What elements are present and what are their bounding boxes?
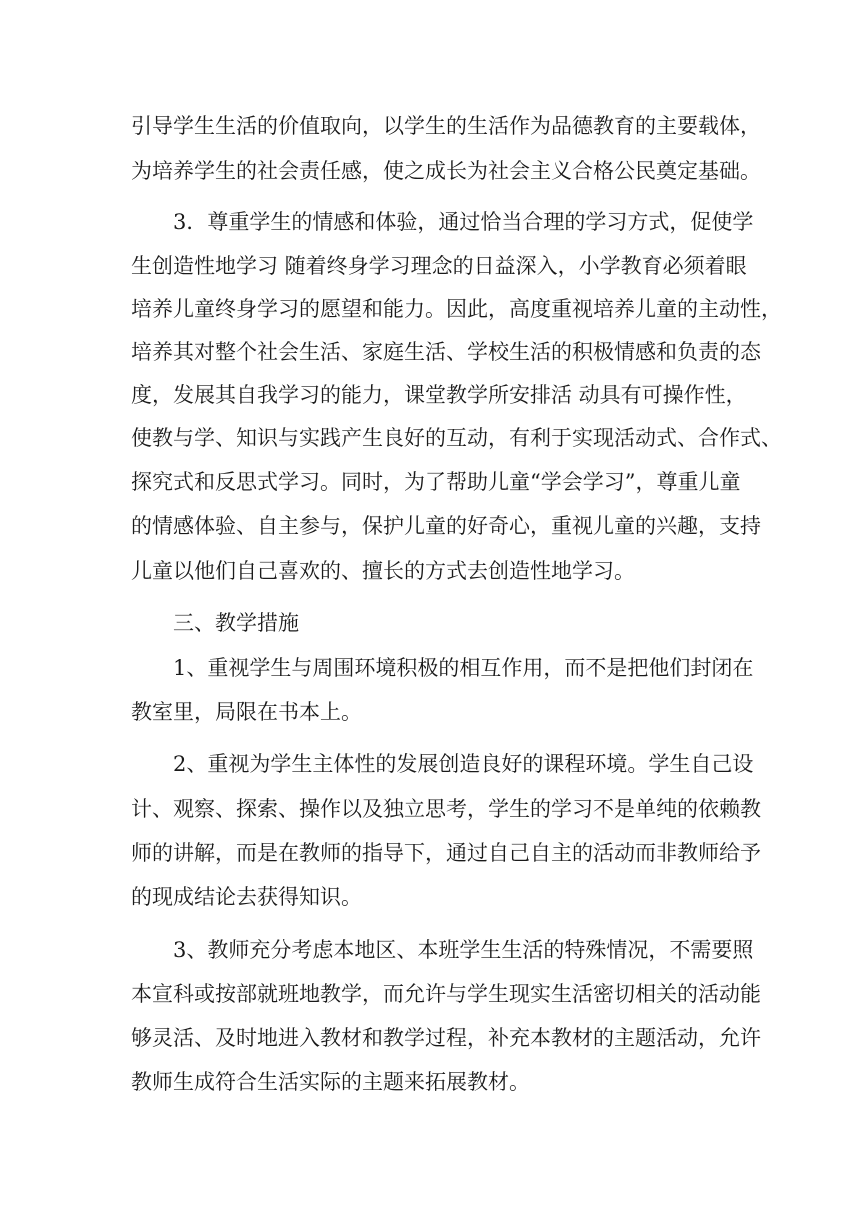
text-line: 探究式和反思式学习。同时，为了帮助儿童“学会学习”，尊重儿童 [131, 470, 741, 494]
text-line: 3．尊重学生的情感和体验，通过恰当合理的学习方式，促使学 [173, 210, 754, 234]
text-line: 培养儿童终身学习的愿望和能力。因此，高度重视培养儿童的主动性， [131, 297, 782, 321]
text-line: 的现成结论去获得知识。 [131, 885, 362, 909]
text-line: 生创造性地学习 随着终身学习理念的日益深入，小学教育必须着眼 [131, 254, 747, 278]
text-line: 本宣科或按部就班地教学，而允许与学生现实生活密切相关的活动能 [131, 982, 761, 1006]
text-line: 培养其对整个社会生活、家庭生活、学校生活的积极情感和负责的态 [131, 340, 761, 364]
text-line: 教室里，局限在书本上。 [131, 700, 362, 724]
text-line: 2、重视为学生主体性的发展创造良好的课程环境。学生自己设 [173, 752, 754, 776]
text-line: 够灵活、及时地进入教材和教学过程，补充本教材的主题活动，允许 [131, 1026, 761, 1050]
text-line: 儿童以他们自己喜欢的、擅长的方式去创造性地学习。 [131, 559, 635, 583]
text-line: 为培养学生的社会责任感，使之成长为社会主义合格公民奠定基础。 [131, 159, 761, 183]
text-line: 1、重视学生与周围环境积极的相互作用，而不是把他们封闭在 [173, 656, 754, 680]
text-line: 的情感体验、自主参与，保护儿童的好奇心，重视儿童的兴趣，支持 [131, 514, 761, 538]
text-line: 师的讲解，而是在教师的指导下，通过自己自主的活动而非教师给予 [131, 841, 761, 865]
text-line: 计、观察、探索、操作以及独立思考，学生的学习不是单纯的依赖教 [131, 797, 761, 821]
section-heading: 三、教学措施 [173, 611, 299, 635]
text-line: 教师生成符合生活实际的主题来拓展教材。 [131, 1070, 530, 1094]
text-line: 引导学生生活的价值取向，以学生的生活作为品德教育的主要载体， [131, 114, 761, 138]
text-line: 3、教师充分考虑本地区、本班学生生活的特殊情况，不需要照 [173, 938, 754, 962]
text-line: 度，发展其自我学习的能力，课堂教学所安排活 动具有可操作性， [131, 383, 747, 407]
text-line: 使教与学、知识与实践产生良好的互动，有利于实现活动式、合作式、 [131, 426, 782, 450]
